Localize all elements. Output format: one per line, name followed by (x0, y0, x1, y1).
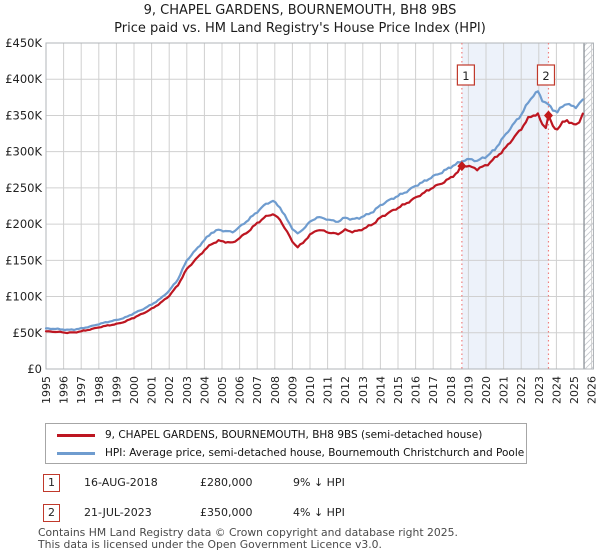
x-axis-tick-label: 2006 (233, 376, 247, 404)
x-axis-tick-label: 2011 (321, 376, 335, 404)
y-axis-tick-label: £200K (5, 217, 42, 232)
legend-item-property (57, 426, 482, 444)
chart-title: 9, CHAPEL GARDENS, BOURNEMOUTH, BH8 9BS (143, 3, 457, 18)
sale-number-label: 2 (542, 69, 550, 83)
sale-1-vs-hpi: 9% ↓ HPI (293, 476, 345, 489)
property-line-swatch (57, 434, 95, 437)
x-axis-tick-label: 2008 (268, 376, 282, 404)
sale-1-price: £280,000 (200, 476, 253, 489)
copyright-line-1: Contains HM Land Registry data © Crown copyright and database right 2025. (38, 526, 458, 539)
sale-2-price: £350,000 (200, 506, 253, 519)
sale-1-number-badge: 1 (43, 474, 60, 492)
sale-2-number-badge: 2 (43, 504, 60, 522)
y-axis-tick-label: £150K (5, 253, 42, 268)
x-axis-tick-label: 2019 (462, 376, 476, 404)
x-axis-tick-label: 2015 (392, 376, 405, 404)
x-axis-tick-label: 2007 (251, 376, 265, 404)
y-axis-tick-label: £100K (5, 289, 42, 304)
x-axis-tick-label: 2018 (444, 376, 458, 404)
x-axis-tick-label: 2002 (163, 376, 177, 404)
sale-number-label: 1 (462, 69, 470, 83)
y-axis-tick-label: £450K (5, 36, 42, 50)
y-axis-tick-label: £50K (12, 325, 42, 340)
x-axis-tick-label: 2005 (216, 376, 229, 404)
x-axis-tick-label: 2004 (198, 376, 212, 404)
x-axis-tick-label: 2000 (128, 376, 141, 404)
x-axis-tick-label: 2025 (568, 376, 581, 404)
x-axis-tick-label: 1996 (57, 376, 71, 404)
y-axis-tick-label: £250K (5, 180, 42, 195)
y-axis-tick-label: £350K (5, 108, 42, 123)
hpi-line-swatch (57, 452, 95, 455)
sale-2-date: 21-JUL-2023 (84, 506, 152, 519)
x-axis-tick-label: 2022 (515, 376, 529, 404)
x-axis-tick-label: 2026 (585, 376, 599, 404)
x-axis-tick-label: 1995 (40, 376, 53, 404)
sale-1-date: 16-AUG-2018 (84, 476, 158, 489)
chart-subtitle: Price paid vs. HM Land Registry's House Price Index (HPI) (114, 21, 486, 36)
future-no-data-region (584, 43, 593, 369)
y-axis-tick-label: £400K (5, 72, 42, 87)
x-axis-tick-label: 2020 (480, 376, 493, 404)
x-axis-tick-label: 2003 (180, 376, 194, 404)
legend-item-hpi (57, 444, 524, 462)
y-axis-tick-label: £0 (27, 362, 42, 376)
sale-annotation-2 (0, 504, 600, 522)
x-axis-tick-label: 2012 (339, 376, 353, 404)
x-axis-tick-label: 1999 (110, 376, 124, 404)
x-axis-tick-label: 2010 (304, 376, 317, 404)
x-axis-tick-label: 2023 (532, 376, 546, 404)
x-axis-tick-label: 1997 (75, 376, 89, 404)
x-axis-tick-label: 2013 (356, 376, 370, 404)
sale-annotation-1 (0, 474, 600, 492)
x-axis-tick-label: 2024 (550, 376, 564, 404)
x-axis-tick-label: 1998 (92, 376, 106, 404)
x-axis-tick-label: 2017 (427, 376, 441, 404)
x-axis-tick-label: 2014 (374, 376, 388, 404)
sale-2-vs-hpi: 4% ↓ HPI (293, 506, 345, 519)
y-axis-tick-label: £300K (5, 144, 42, 159)
legend-label-hpi: HPI: Average price, semi-detached house, Bournemouth Christchurch and Poole (105, 447, 525, 459)
x-axis-tick-label: 2021 (497, 375, 511, 404)
x-axis-tick-label: 2001 (145, 376, 159, 404)
legend-label-property: 9, CHAPEL GARDENS, BOURNEMOUTH, BH8 9BS (semi-detached house) (105, 429, 483, 441)
copyright-line-2: This data is licensed under the Open Government Licence v3.0. (38, 538, 382, 551)
x-axis-tick-label: 2016 (409, 376, 423, 404)
x-axis-tick-label: 2009 (286, 376, 300, 404)
chart-legend (45, 423, 527, 464)
